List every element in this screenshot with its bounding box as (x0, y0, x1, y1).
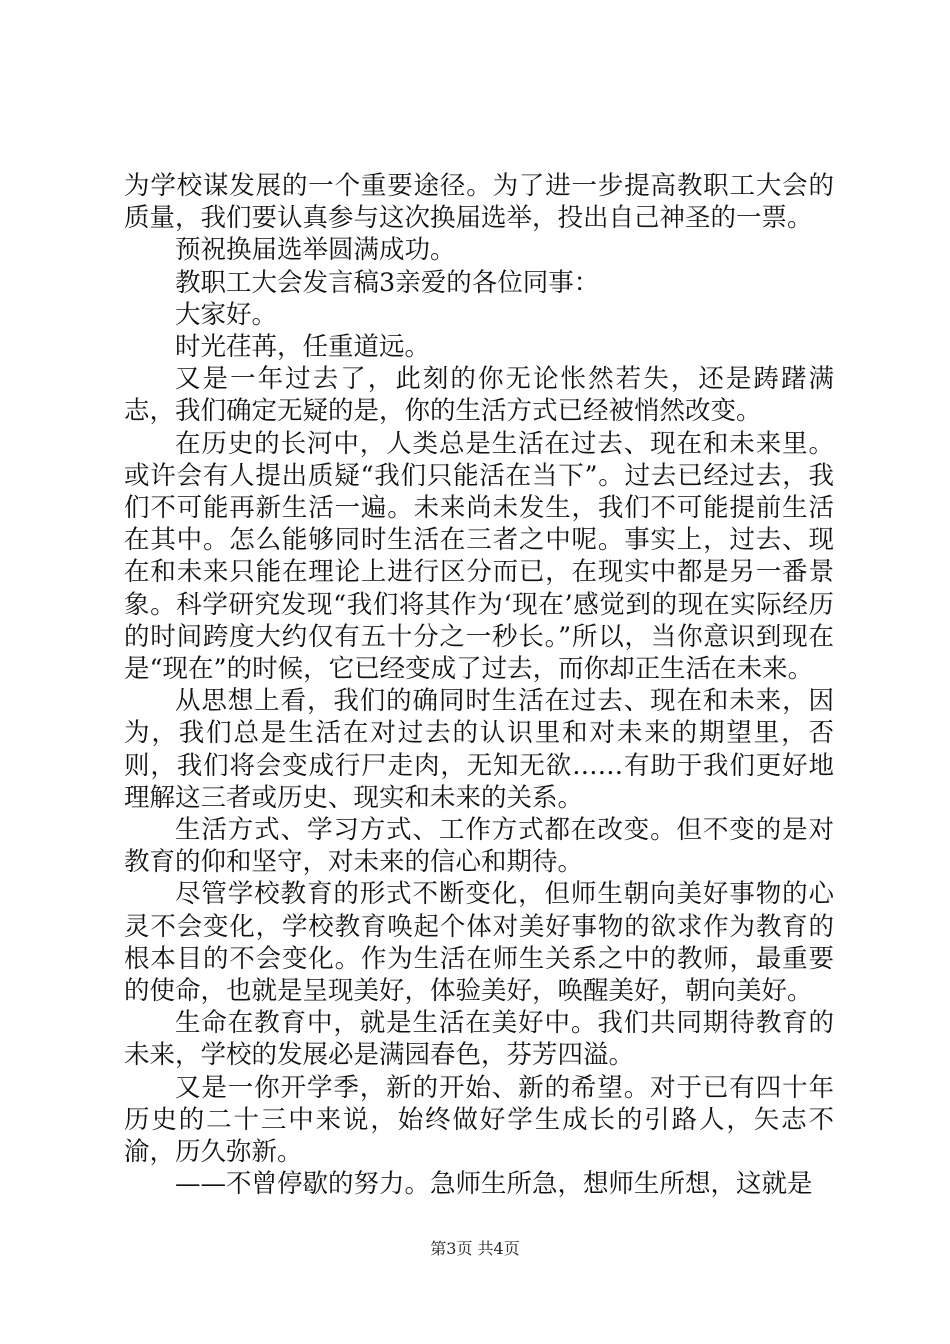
paragraph-8: 从思想上看，我们的确同时生活在过去、现在和未来，因为，我们总是生活在对过去的认识里和对未来的期望里，否则，我们将会变成行尸走肉，无知无欲……有助于我们更好地理解这三者或历史、现实和未来的关系。 (124, 686, 834, 813)
document-body (124, 170, 834, 1201)
paragraph-6: 又是一年过去了，此刻的你无论怅然若失，还是踌躇满志，我们确定无疑的是，你的生活方式已经被悄然改变。 (124, 364, 834, 427)
paragraph-5: 时光荏苒，任重道远。 (175, 332, 431, 363)
page-number-label: 第3页 共4页 (430, 1239, 520, 1258)
page-footer (0, 1236, 950, 1259)
paragraph-1: 为学校谋发展的一个重要途径。为了进一步提高教职工大会的质量，我们要认真参与这次换届选举，投出自己神圣的一票。 (124, 171, 834, 234)
paragraph-11: 生命在教育中，就是生活在美好中。我们共同期待教育的未来，学校的发展必是满园春色，芬芳四溢。 (124, 1008, 834, 1071)
paragraph-13: ——不曾停歇的努力。急师生所急，想师生所想，这就是 (175, 1169, 813, 1200)
paragraph-4: 大家好。 (175, 299, 278, 330)
paragraph-10: 尽管学校教育的形式不断变化，但师生朝向美好事物的心灵不会变化，学校教育唤起个体对美好事物的欲求作为教育的根本目的不会变化。作为生活在师生关系之中的教师，最重要的使命，也就是呈现美好，体验美好，唤醒美好，朝向美好。 (124, 879, 834, 1007)
paragraph-7: 在历史的长河中，人类总是生活在过去、现在和未来里。或许会有人提出质疑“我们只能活在当下”。过去已经过去，我们不可能再新生活一遍。未来尚未发生，我们不可能提前生活在其中。怎么能够同时生活在三者之中呢。事实上，过去、现在和未来只能在理论上进行区分而已，在现实中都是另一番景象。科学研究发现“我们将其作为‘现在’感觉到的现在实际经历的时间跨度大约仅有五十分之一秒长。”所以，当你意识到现在是“现在”的时候，它已经变成了过去，而你却正生活在未来。 (124, 428, 834, 685)
paragraph-2: 预祝换届选举圆满成功。 (175, 235, 456, 266)
paragraph-9: 生活方式、学习方式、工作方式都在改变。但不变的是对教育的仰和坚守，对未来的信心和期待。 (124, 815, 834, 878)
paragraph-3: 教职工大会发言稿3亲爱的各位同事： (175, 267, 600, 298)
paragraph-12: 又是一你开学季，新的开始、新的希望。对于已有四十年历史的二十三中来说，始终做好学生成长的引路人，矢志不渝，历久弥新。 (124, 1072, 834, 1168)
